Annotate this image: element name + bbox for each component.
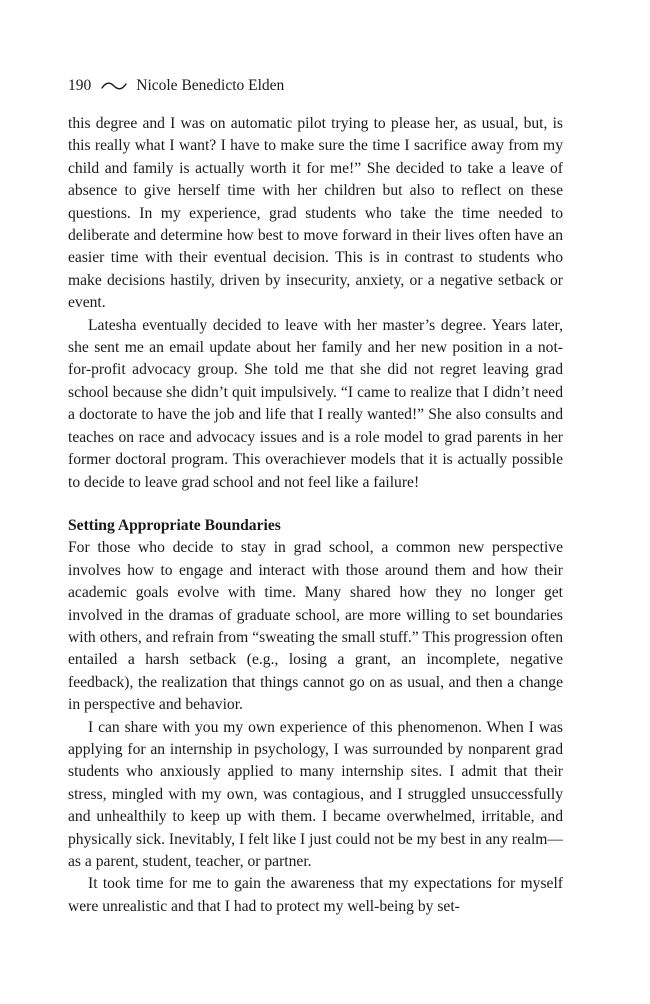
section-heading: Setting Appropriate Boundaries [68, 516, 281, 534]
swash-ornament-icon [101, 81, 127, 91]
paragraph-own-experience: I can share with you my own experience of this phenomenon. When I was applying for an internship in psychology, I was surrounded by nonparent grad students who anxiously applied to many internship sites. I admit that their stress, mingled with my own, was contagious, and I struggled unsuccessfully and unhealthily to keep up with them. I became overwhelmed, irritable, and physically sick. Inevitably, I felt like I just could not be my best in any realm—as a parent, student, teacher, or partner. [68, 718, 563, 870]
paragraph-latesha: Latesha eventually decided to leave with her master’s degree. Years later, she sent me an email update about her family and her new position in a not-for-profit advocacy group. She told me that she did not regret leaving grad school because she didn’t quit impulsively. “I came to realize that I didn’t need a doctorate to have the job and life that I really wanted!” She also consults and teaches on race and advocacy issues and is a role model to grad parents in her former doctoral program. This overachiever models that it is actually possible to decide to leave grad school and not feel like a failure! [68, 316, 563, 491]
paragraph-boundaries: For those who decide to stay in grad school, a common new perspective involves how to engage and interact with those around them and how their academic goals evolve with time. Many shared how they no longer get involved in the dramas of graduate school, are more willing to set boundaries with others, and refrain from “sweating the small stuff.” This progression often entailed a harsh setback (e.g., losing a grant, an incomplete, negative feedback), the realization that things cannot go on as usual, and then a change in perspective and behavior. [68, 539, 563, 714]
running-head [68, 76, 284, 96]
page-number: 190 [68, 77, 92, 94]
body-text [68, 113, 563, 918]
paragraph-continued: this degree and I was on automatic pilot trying to please her, as usual, but, is this really what I want? I have to make sure the time I sacrifice away from my child and family is actually worth it for me!” She decided to take a leave of absence to give herself time with her children but also to reflect on these questions. In my experience, grad students who take the time needed to deliberate and determine how best to move forward in their lives often have an easier time with their eventual decision. This is in contrast to students who make decisions hastily, driven by insecurity, anxiety, or a negative setback or event. [68, 115, 563, 312]
running-head-author: Nicole Benedicto Elden [136, 77, 285, 94]
paragraph-awareness: It took time for me to gain the awareness that my expectations for myself were unrealistic and that I had to protect my well-being by set- [68, 875, 563, 915]
